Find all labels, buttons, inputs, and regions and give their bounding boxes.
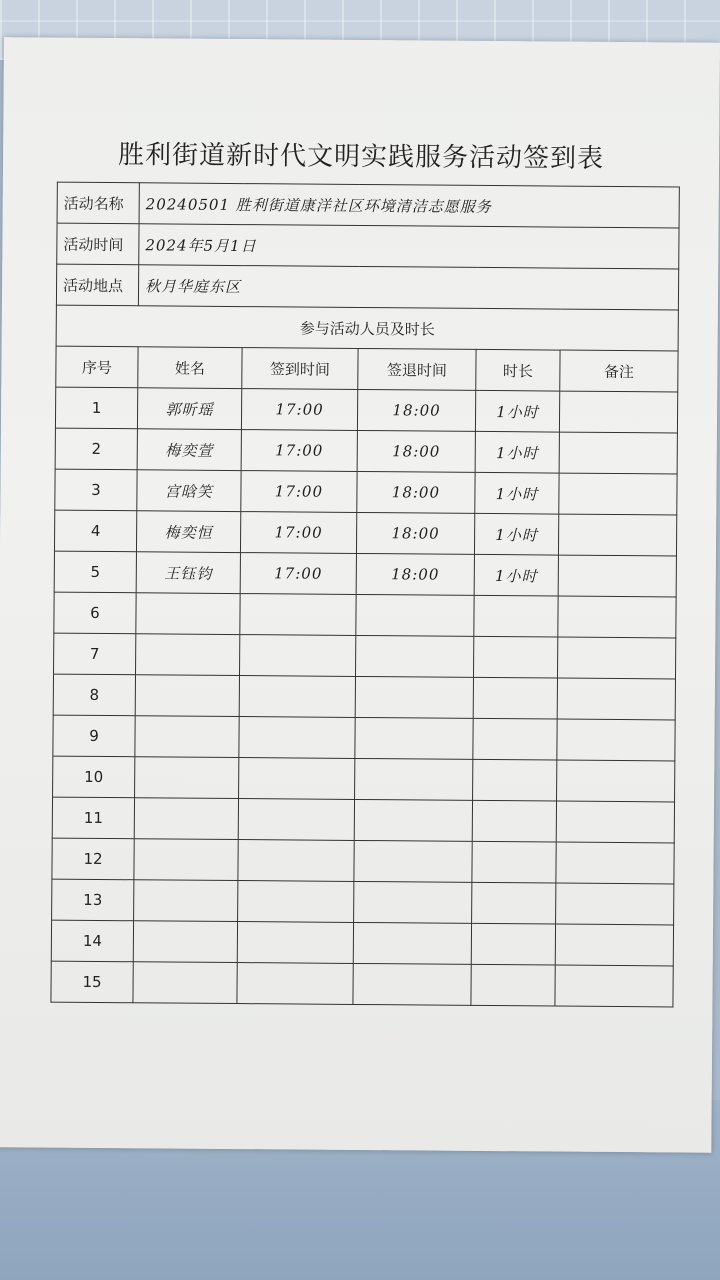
- attendee-name-cell: [135, 757, 239, 799]
- attendee-name-cell: 宫晗笑: [137, 470, 241, 512]
- note-cell: [557, 719, 675, 761]
- row-number-cell: 10: [53, 756, 135, 798]
- activity-time-label: 活动时间: [57, 223, 139, 265]
- sign-in-sheet-paper: [0, 37, 720, 1153]
- section-header-row: [56, 305, 678, 351]
- checkout-time-cell: [355, 676, 473, 718]
- table-row: [55, 469, 677, 515]
- table-row: [54, 633, 676, 679]
- row-number-cell: 7: [54, 633, 136, 675]
- checkout-time-cell: [354, 840, 472, 882]
- column-header-checkout: 签退时间: [358, 348, 476, 390]
- checkin-time-cell: [239, 758, 355, 800]
- duration-cell: [471, 923, 555, 965]
- checkin-time-cell: 17:00: [241, 430, 357, 472]
- attendee-name-cell: 郭昕瑶: [137, 388, 241, 430]
- table-row: [55, 387, 677, 433]
- note-cell: [558, 596, 676, 638]
- checkin-time-cell: 17:00: [240, 553, 356, 595]
- note-cell: [559, 432, 677, 474]
- table-row: [52, 797, 674, 843]
- activity-place-label: 活动地点: [56, 264, 138, 306]
- row-number-cell: 5: [54, 551, 136, 593]
- table-row: [55, 428, 677, 474]
- duration-cell: [472, 800, 556, 842]
- checkout-time-cell: [355, 717, 473, 759]
- checkout-time-cell: 18:00: [357, 389, 475, 431]
- column-header-duration: 时长: [476, 349, 560, 391]
- attendee-name-cell: [134, 839, 238, 881]
- checkin-time-cell: [240, 635, 356, 677]
- note-cell: [559, 391, 677, 433]
- table-row: [51, 920, 673, 966]
- note-cell: [556, 883, 674, 925]
- duration-cell: 1小时: [475, 431, 559, 473]
- activity-name-value: 20240501 胜利街道康洋社区环境清洁志愿服务: [139, 183, 679, 228]
- checkin-time-cell: [239, 676, 355, 718]
- row-number-cell: 13: [52, 879, 134, 921]
- row-number-cell: 14: [51, 920, 133, 962]
- attendee-name-cell: [133, 921, 237, 963]
- note-cell: [559, 473, 677, 515]
- row-number-cell: 2: [55, 428, 137, 470]
- checkout-time-cell: [355, 758, 473, 800]
- row-number-cell: 9: [53, 715, 135, 757]
- activity-time-value: 2024年5月1日: [139, 224, 679, 269]
- checkin-time-cell: 17:00: [241, 389, 357, 431]
- checkin-time-cell: 17:00: [240, 512, 356, 554]
- activity-time-row: [57, 223, 679, 269]
- activity-name-row: [57, 182, 679, 228]
- row-number-cell: 11: [52, 797, 134, 839]
- table-row: [51, 961, 673, 1007]
- table-row: [53, 674, 675, 720]
- row-number-cell: 3: [55, 469, 137, 511]
- column-header-no: 序号: [56, 346, 138, 388]
- row-number-cell: 1: [55, 387, 137, 429]
- attendee-name-cell: [135, 675, 239, 717]
- section-title: 参与活动人员及时长: [56, 305, 678, 351]
- row-number-cell: 15: [51, 961, 133, 1003]
- duration-cell: [471, 964, 555, 1006]
- column-header-row: [56, 346, 678, 392]
- column-header-note: 备注: [560, 350, 678, 392]
- checkin-time-cell: [237, 922, 353, 964]
- duration-cell: [473, 636, 557, 678]
- table-row: [53, 715, 675, 761]
- attendee-name-cell: [134, 798, 238, 840]
- duration-cell: 1小时: [475, 472, 559, 514]
- column-header-checkin: 签到时间: [242, 348, 358, 390]
- attendee-name-cell: [136, 593, 240, 635]
- duration-cell: [473, 759, 557, 801]
- table-row: [54, 510, 676, 556]
- activity-name-label: 活动名称: [57, 182, 139, 224]
- column-header-name: 姓名: [138, 347, 242, 389]
- attendee-name-cell: 王钰钧: [136, 552, 240, 594]
- attendee-name-cell: [136, 634, 240, 676]
- table-row: [52, 838, 674, 884]
- note-cell: [557, 637, 675, 679]
- duration-cell: [472, 882, 556, 924]
- row-number-cell: 4: [54, 510, 136, 552]
- note-cell: [558, 555, 676, 597]
- duration-cell: [474, 595, 558, 637]
- table-row: [52, 879, 674, 925]
- checkout-time-cell: [356, 635, 474, 677]
- checkin-time-cell: [238, 881, 354, 923]
- activity-place-value: 秋月华庭东区: [138, 265, 678, 310]
- checkin-time-cell: [238, 840, 354, 882]
- table-row: [54, 592, 676, 638]
- table-row: [54, 551, 676, 597]
- checkout-time-cell: [354, 799, 472, 841]
- attendee-name-cell: [134, 880, 238, 922]
- checkin-time-cell: [239, 717, 355, 759]
- attendee-name-cell: [133, 962, 237, 1004]
- checkout-time-cell: [354, 881, 472, 923]
- note-cell: [556, 801, 674, 843]
- attendee-name-cell: [135, 716, 239, 758]
- note-cell: [556, 842, 674, 884]
- checkout-time-cell: [356, 594, 474, 636]
- row-number-cell: 8: [53, 674, 135, 716]
- note-cell: [555, 965, 673, 1007]
- duration-cell: 1小时: [475, 390, 559, 432]
- note-cell: [555, 924, 673, 966]
- checkout-time-cell: 18:00: [356, 512, 474, 554]
- sign-in-table: [50, 182, 679, 1008]
- duration-cell: [473, 677, 557, 719]
- checkout-time-cell: 18:00: [357, 471, 475, 513]
- duration-cell: 1小时: [474, 554, 558, 596]
- row-number-cell: 12: [52, 838, 134, 880]
- checkout-time-cell: [353, 922, 471, 964]
- checkout-time-cell: 18:00: [357, 430, 475, 472]
- attendee-name-cell: 梅奕恒: [136, 511, 240, 553]
- attendee-rows: [51, 387, 678, 1007]
- note-cell: [558, 514, 676, 556]
- duration-cell: [473, 718, 557, 760]
- attendee-name-cell: 梅奕萱: [137, 429, 241, 471]
- row-number-cell: 6: [54, 592, 136, 634]
- checkin-time-cell: [240, 594, 356, 636]
- checkout-time-cell: 18:00: [356, 553, 474, 595]
- checkout-time-cell: [353, 963, 471, 1005]
- checkin-time-cell: [237, 963, 353, 1005]
- table-row: [53, 756, 675, 802]
- duration-cell: 1小时: [474, 513, 558, 555]
- note-cell: [557, 760, 675, 802]
- checkin-time-cell: [238, 799, 354, 841]
- checkin-time-cell: 17:00: [241, 471, 357, 513]
- activity-place-row: [56, 264, 678, 310]
- duration-cell: [472, 841, 556, 883]
- note-cell: [557, 678, 675, 720]
- document-title: 胜利街道新时代文明实践服务活动签到表: [117, 140, 605, 174]
